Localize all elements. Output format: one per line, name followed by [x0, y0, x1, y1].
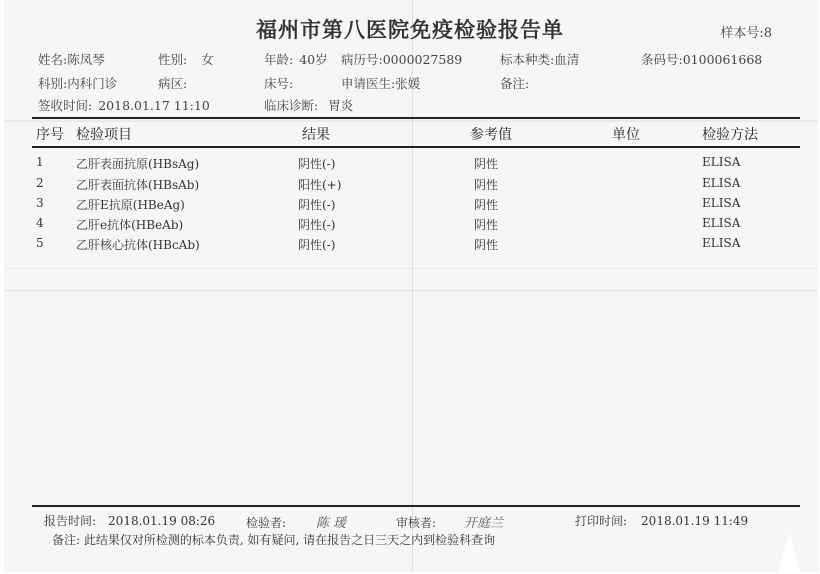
row-item: 乙肝E抗原(HBeAg): [76, 198, 185, 212]
row-reference: 阴性: [474, 157, 499, 171]
row-method: ELISA: [702, 176, 741, 190]
row-result: 阴性(-): [298, 218, 336, 232]
reviewer-signature: 开庭兰: [464, 516, 504, 531]
row-reference: 阴性: [474, 218, 499, 232]
row-result: 阴性(-): [298, 198, 336, 212]
patient-age-label: 年龄:: [264, 52, 294, 67]
ward-field: [158, 74, 187, 92]
remark-label: 备注:: [500, 76, 530, 91]
print-time: 2018.01.19 11:49: [641, 514, 749, 528]
tester-signature: 陈 瑗: [316, 516, 347, 531]
table-header-rule: [32, 146, 800, 148]
row-item: 乙肝表面抗原(HBsAg): [76, 157, 200, 171]
col-header-result: 结果: [302, 127, 330, 143]
row-method: ELISA: [702, 155, 741, 169]
department: 内科门诊: [67, 76, 118, 91]
diagnosis-field: [264, 96, 353, 114]
report-title: 福州市第八医院免疫检验报告单: [256, 17, 564, 42]
row-result: 阴性(-): [298, 157, 336, 171]
report-time: 2018.01.19 08:26: [108, 514, 216, 528]
print-time-label: 打印时间:: [575, 514, 628, 528]
patient-age: 40岁: [299, 52, 328, 67]
bed-label: 床号:: [264, 76, 294, 91]
footer-rule: [32, 505, 800, 507]
received-time: 2018.01.17 11:10: [98, 98, 210, 113]
remark-field: [500, 74, 529, 92]
row-item: 乙肝表面抗体(HBsAb): [76, 178, 200, 192]
row-method: ELISA: [702, 236, 741, 250]
ward-label: 病区:: [158, 76, 188, 91]
paper-crease: [4, 268, 818, 269]
report-time-field: [44, 512, 215, 529]
row-no: 4: [36, 216, 44, 230]
tester-label: 检验者:: [246, 516, 287, 530]
row-item: 乙肝e抗体(HBeAb): [76, 218, 184, 232]
department-field: [38, 74, 117, 92]
record-number: 0000027589: [382, 52, 463, 67]
doctor: 张媛: [395, 76, 421, 91]
doctor-field: [341, 74, 420, 92]
print-time-field: [575, 512, 748, 529]
department-label: 科别:: [38, 76, 68, 91]
col-header-method: 检验方法: [702, 127, 758, 143]
patient-gender-label: 性别:: [158, 52, 188, 67]
row-reference: 阴性: [474, 178, 499, 192]
row-result: 阴性(-): [298, 238, 336, 252]
sample-number: [720, 22, 772, 41]
reviewer-label: 审核者:: [396, 516, 437, 530]
row-reference: 阴性: [474, 198, 499, 212]
patient-gender: 女: [201, 52, 214, 67]
doctor-label: 申请医生:: [341, 76, 396, 91]
row-method: ELISA: [702, 216, 741, 230]
barcode-label: 条码号:: [641, 52, 683, 67]
patient-age-field: [264, 50, 328, 68]
paper-fold-horizontal: [4, 290, 818, 291]
reviewer-field: [396, 512, 503, 531]
col-header-item: 检验项目: [76, 127, 132, 143]
row-no: 5: [36, 236, 44, 250]
barcode-field: [641, 50, 762, 68]
col-header-unit: 单位: [612, 127, 640, 143]
sample-number-label: 样本号:: [720, 26, 764, 41]
specimen: 血清: [554, 52, 580, 67]
row-result: 阳性(+): [298, 178, 342, 192]
row-method: ELISA: [702, 196, 741, 210]
specimen-label: 标本种类:: [500, 52, 555, 67]
patient-name: 陈凤琴: [67, 52, 105, 67]
footer-note: 备注: 此结果仅对所检测的标本负责, 如有疑问, 请在报告之日三天之内到检验科查询: [52, 533, 496, 547]
row-no: 2: [36, 176, 44, 190]
patient-gender-field: [158, 50, 214, 68]
col-header-no: 序号: [36, 127, 64, 143]
row-no: 3: [36, 196, 44, 210]
patient-name-field: [38, 50, 105, 68]
received-time-label: 签收时间:: [38, 98, 93, 113]
table-top-rule: [32, 117, 800, 119]
diagnosis: 胃炎: [328, 98, 354, 113]
record-number-label: 病历号:: [341, 52, 383, 67]
tester-field: [246, 512, 346, 531]
bed-field: [264, 74, 293, 92]
row-reference: 阴性: [474, 238, 499, 252]
row-no: 1: [36, 155, 44, 169]
row-item: 乙肝核心抗体(HBcAb): [76, 238, 200, 252]
received-time-field: [38, 96, 210, 114]
sample-number-value: 8: [763, 26, 772, 41]
barcode: 0100061668: [682, 52, 763, 67]
patient-name-label: 姓名:: [38, 52, 68, 67]
col-header-reference: 参考值: [470, 127, 512, 143]
record-number-field: [341, 50, 462, 68]
diagnosis-label: 临床诊断:: [264, 98, 319, 113]
specimen-field: [500, 50, 579, 68]
report-time-label: 报告时间:: [44, 514, 97, 528]
paper-crease: [4, 120, 818, 122]
